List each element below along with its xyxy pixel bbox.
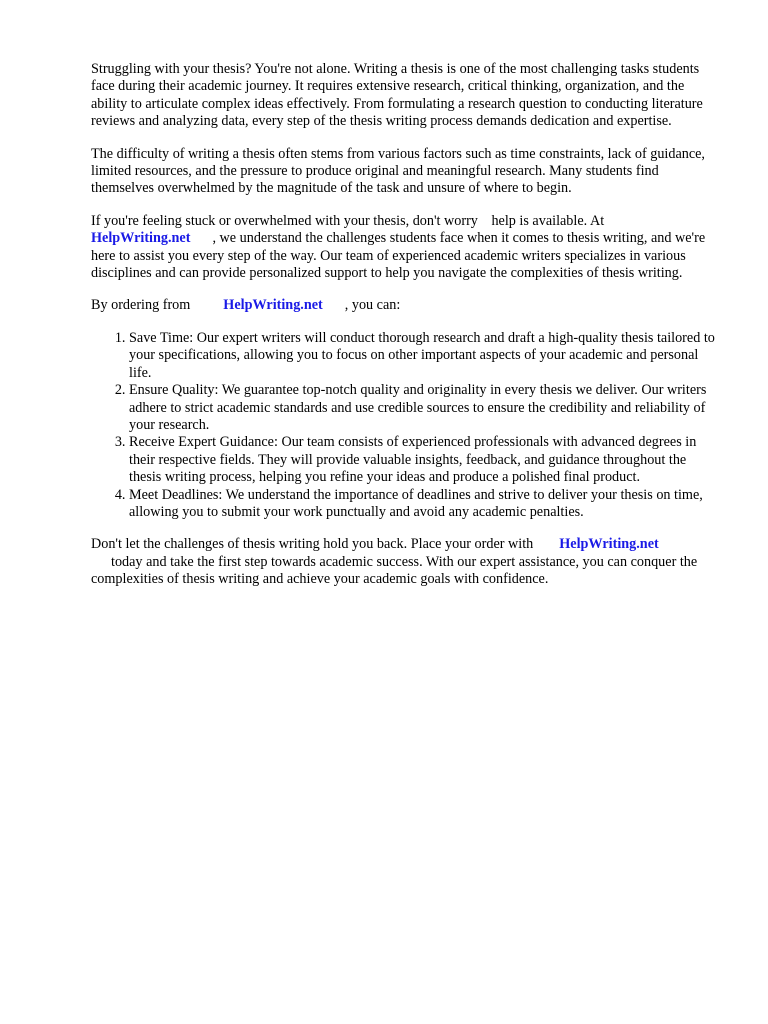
ordering-paragraph (91, 297, 721, 314)
ordering-paragraph-end: , you can: (344, 297, 401, 314)
help-paragraph-start: If you're feeling stuck or overwhelmed with your thesis, don't worry (91, 212, 478, 229)
list-item: 3. Receive Expert Guidance: Our team consists of experienced professionals with advanced degrees in their respective fields. They will provide valuable insights, feedback, and guidance throughout the thesis writing process, helping you refine your ideas and produce a polished final product. (129, 434, 721, 486)
help-paragraph (91, 213, 721, 283)
helpwriting-link-1[interactable]: HelpWriting.net (91, 230, 191, 247)
difficulty-paragraph: The difficulty of writing a thesis often stems from various factors such as time constraints, lack of guidance, limited resources, and the pressure to produce original and meaningful research. Many students find themselves overwhelmed by the magnitude of the task and unsure of where to begin. (91, 145, 705, 197)
list-item: 4. Meet Deadlines: We understand the importance of deadlines and strive to deliver your thesis on time, allowing you to submit your work punctually and avoid any academic penalties. (129, 487, 721, 522)
benefits-list (91, 330, 721, 521)
list-item: 1. Save Time: Our expert writers will conduct thorough research and draft a high-quality thesis tailored to your specifications, allowing you to focus on other important aspects of your academic and personal life. (129, 330, 721, 382)
document-page (91, 61, 721, 604)
ordering-paragraph-start: By ordering from (91, 297, 191, 314)
intro-paragraph: Struggling with your thesis? You're not alone. Writing a thesis is one of the most challenging tasks students face during their academic journey. It requires extensive research, critical thinking, organization, and the ability to articulate complex ideas effectively. From formulating a research question to conducting literature reviews and analyzing data, every step of the thesis writing process demands dedication and expertise. (91, 61, 703, 130)
help-paragraph-end: , we understand the challenges students face when it comes to thesis writing, and we're here to assist you every step of the way. Our team of experienced academic writers specializes in various disciplines and can provide personalized support to help you navigate the complexities of thesis writing. (91, 230, 706, 282)
helpwriting-link-2[interactable]: HelpWriting.net (223, 297, 323, 314)
closing-paragraph-start: Don't let the challenges of thesis writing hold you back. Place your order with (91, 536, 534, 553)
closing-paragraph-end: today and take the first step towards academic success. With our expert assistance, you can conquer the complexities of thesis writing and achieve your academic goals with confidence. (91, 553, 698, 588)
help-paragraph-mid: help is available. At (491, 212, 605, 229)
list-item: 2. Ensure Quality: We guarantee top-notch quality and originality in every thesis we deliver. Our writers adhere to strict academic standards and use credible sources to ensure the credibility and reliability of your research. (129, 382, 721, 434)
closing-paragraph (91, 536, 721, 588)
helpwriting-link-3[interactable]: HelpWriting.net (559, 536, 659, 553)
